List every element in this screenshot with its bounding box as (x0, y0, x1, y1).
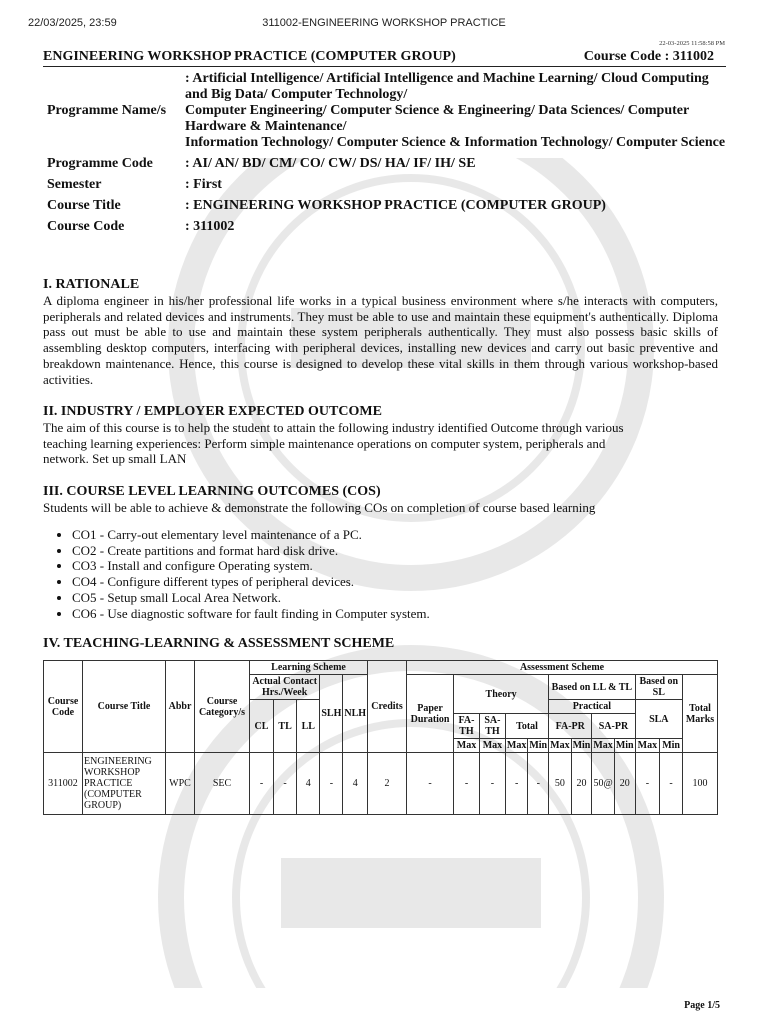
th-based-on-sl: Based on SL (635, 675, 682, 700)
th-max: Max (479, 739, 505, 753)
th-paper-duration: Paper Duration (407, 675, 454, 753)
th-practical: Practical (549, 700, 635, 714)
th-cl: CL (250, 700, 274, 753)
th-min: Min (660, 739, 683, 753)
info-value: : ENGINEERING WORKSHOP PRACTICE (COMPUTER GROUP) (185, 198, 606, 213)
cell-title: ENGINEERING WORKSHOP PRACTICE (COMPUTER GROUP) (83, 753, 166, 815)
th-min: Min (572, 740, 591, 751)
cell-sa-pr-min: 20 (614, 753, 635, 815)
th-max: Max (635, 739, 660, 753)
programme-info-table (47, 71, 729, 240)
info-row-course-code (47, 219, 729, 240)
page-number: Page 1/5 (684, 1000, 720, 1011)
list-item: • CO3 - Install and configure Operating system. (72, 558, 430, 574)
outcome-line: The aim of this course is to help the student to attain the following industry identified Outcome through various (43, 420, 624, 435)
cell-sa-th-max: - (479, 753, 505, 815)
th-tl: TL (273, 700, 296, 753)
th-max: Max (550, 740, 570, 751)
print-datetime: 22/03/2025, 23:59 (28, 17, 117, 29)
cell-paper-duration: - (407, 753, 454, 815)
info-row-programme-names (47, 71, 729, 156)
cell-fa-pr-max: 50 (549, 753, 571, 815)
th-min: Min (529, 740, 548, 751)
th-fa-pr: FA-PR (549, 714, 592, 739)
info-key: Course Code (47, 219, 125, 234)
info-value-line: Information Technology/ Computer Science & Information Technology/ Computer Science (185, 135, 726, 150)
cell-abbr: WPC (166, 753, 195, 815)
section-title-industry-outcome: II. INDUSTRY / EMPLOYER EXPECTED OUTCOME (43, 404, 382, 419)
cell-fa-th-max: - (454, 753, 480, 815)
cell-total-min: - (528, 753, 549, 815)
cell-sa-pr-max: 50@ (592, 753, 614, 815)
th-ll: LL (297, 700, 320, 753)
list-item: • CO5 - Setup small Local Area Network. (72, 590, 430, 606)
info-row-programme-code (47, 156, 729, 177)
cos-intro: Students will be able to achieve & demonstrate the following COs on completion of course based learning (43, 500, 596, 515)
info-row-semester (47, 177, 729, 198)
info-value (185, 71, 729, 156)
info-value: : AI/ AN/ BD/ CM/ CO/ CW/ DS/ HA/ IF/ IH/ SE (185, 156, 476, 171)
info-key: Semester (47, 177, 102, 192)
document-page (36, 38, 733, 988)
cell-total-max: - (505, 753, 527, 815)
cell-slh: - (320, 753, 343, 815)
header-course-title: ENGINEERING WORKSHOP PRACTICE (COMPUTER GROUP) (43, 49, 456, 64)
th-course-title: Course Title (83, 661, 166, 753)
th-fa-th: FA-TH (454, 714, 480, 739)
outcome-line: teaching learning experiences: Perform simple maintenance operations on computer system, peripherals and (43, 435, 606, 451)
info-key: Programme Code (47, 156, 153, 171)
cell-sla-min: - (660, 753, 683, 815)
th-based-on-ll-tl: Based on LL & TL (549, 675, 635, 700)
cell-fa-pr-min: 20 (571, 753, 592, 815)
header-course-code: Course Code : 311002 (583, 49, 714, 64)
cell-tl: - (273, 753, 296, 815)
th-min: Min (615, 740, 634, 751)
th-credits: Credits (368, 661, 407, 753)
section-title-cos: III. COURSE LEVEL LEARNING OUTCOMES (COS) (43, 484, 381, 499)
browser-print-header (0, 0, 768, 38)
th-actual-contact: Actual Contact Hrs./Week (250, 675, 320, 700)
list-item: • CO6 - Use diagnostic software for fault finding in Computer system. (72, 606, 430, 622)
info-value-line: Computer Engineering/ Computer Science & Engineering/ Data Sciences/ Computer Hardware & Maintenance/ (185, 103, 689, 134)
info-key: Programme Name/s (47, 103, 167, 118)
info-value-line: : Artificial Intelligence/ Artificial Intelligence and Machine Learning/ Cloud Computing and Big Data/ Computer Technology/ (185, 71, 709, 102)
th-nlh: NLH (343, 675, 368, 753)
info-value: : 311002 (185, 219, 235, 234)
print-page-title: 311002-ENGINEERING WORKSHOP PRACTICE (262, 17, 506, 29)
th-sla: SLA (635, 700, 682, 739)
cell-nlh: 4 (343, 753, 368, 815)
rationale-text: A diploma engineer in his/her professional life works in a typical business environment where s/he interacts with computers, peripherals and related devices and instruments. They must be able to use and maintain these equipment's authentically. Diploma pass out must be able to use and maintain these system peripherals authentically. They must also possess basic skills of assembling desktop computers, interfacing with peripheral devices, installing new devices and carry out basic preventive and breakdown maintenance. Hence, this course is designed to develop these vital skills in them through various workshop-based activities. (43, 293, 718, 387)
table-row (44, 753, 718, 815)
info-row-course-title (47, 198, 729, 219)
generated-timestamp: 22-03-2025 11:58:58 PM (659, 40, 725, 47)
th-slh: SLH (320, 675, 343, 753)
th-course-code: Course Code (44, 661, 83, 753)
th-total: Total (505, 714, 548, 739)
cell-cl: - (250, 753, 274, 815)
info-key: Course Title (47, 198, 121, 213)
outcome-line: network. Set up small LAN (43, 451, 187, 467)
th-max: Max (506, 740, 527, 751)
th-theory: Theory (454, 675, 549, 714)
section-title-rationale: I. RATIONALE (43, 277, 140, 292)
th-abbr: Abbr (166, 661, 195, 753)
industry-outcome-text (43, 420, 718, 467)
cell-category: SEC (195, 753, 250, 815)
th-sa-pr: SA-PR (592, 714, 635, 739)
section-title-scheme: IV. TEACHING-LEARNING & ASSESSMENT SCHEME (43, 636, 395, 651)
th-max: Max (454, 739, 480, 753)
course-outcomes-list (43, 527, 430, 621)
cell-code: 311002 (44, 753, 83, 815)
th-sa-th: SA-TH (479, 714, 505, 739)
list-item: • CO1 - Carry-out elementary level maintenance of a PC. (72, 527, 430, 543)
cell-ll: 4 (297, 753, 320, 815)
info-value: : First (185, 177, 222, 192)
list-item: • CO2 - Create partitions and format hard disk drive. (72, 543, 430, 559)
document-header (43, 49, 726, 67)
th-category: Course Category/s (195, 661, 250, 753)
cell-sla-max: - (635, 753, 660, 815)
th-assessment-scheme: Assessment Scheme (407, 661, 718, 675)
cell-credits: 2 (368, 753, 407, 815)
th-max: Max (593, 740, 613, 751)
cell-total-marks: 100 (683, 753, 718, 815)
th-total-marks: Total Marks (683, 675, 718, 753)
teaching-assessment-scheme-table (43, 660, 718, 815)
th-learning-scheme: Learning Scheme (250, 661, 368, 675)
list-item: • CO4 - Configure different types of peripheral devices. (72, 574, 430, 590)
